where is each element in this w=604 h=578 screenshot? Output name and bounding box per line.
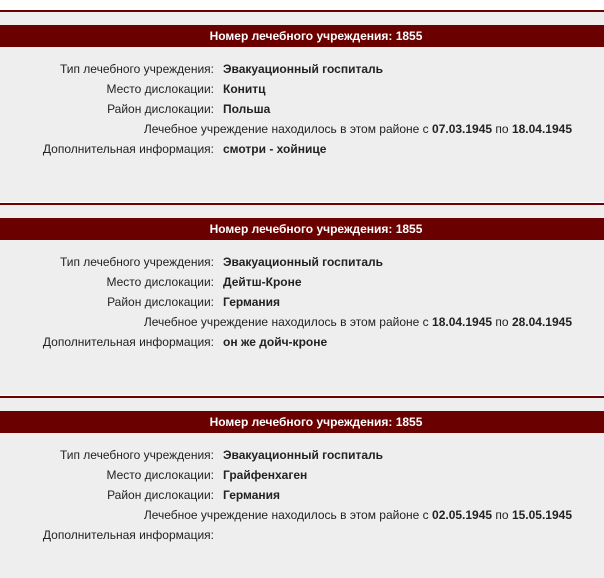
period-mid: по xyxy=(495,508,509,522)
type-label: Тип лечебного учреждения: xyxy=(59,62,214,76)
hospital-card-1 xyxy=(0,10,604,202)
hospital-card-3 xyxy=(0,396,604,578)
period-mid: по xyxy=(495,122,509,136)
place-row xyxy=(0,465,604,485)
region-label: Район дислокации: xyxy=(107,295,214,309)
period-to: 15.05.1945 xyxy=(511,508,572,522)
info-value: смотри - хойнице xyxy=(223,142,327,156)
period-from: 18.04.1945 xyxy=(432,315,493,329)
card-header: Номер лечебного учреждения: 1855 xyxy=(0,218,604,240)
period-to: 18.04.1945 xyxy=(511,122,572,136)
period-text xyxy=(144,119,572,139)
period-to: 28.04.1945 xyxy=(511,315,572,329)
info-label: Дополнительная информация: xyxy=(42,335,214,349)
period-from: 02.05.1945 xyxy=(432,508,493,522)
region-value: Польша xyxy=(223,102,271,116)
period-prefix: Лечебное учреждение находилось в этом районе с xyxy=(143,122,429,136)
type-row xyxy=(0,59,604,79)
period-prefix: Лечебное учреждение находилось в этом районе с xyxy=(143,315,429,329)
region-value: Германия xyxy=(223,295,281,309)
place-value: Грайфенхаген xyxy=(223,468,308,482)
period-text xyxy=(144,505,572,525)
card-header: Номер лечебного учреждения: 1855 xyxy=(0,411,604,433)
period-from: 07.03.1945 xyxy=(432,122,493,136)
info-label: Дополнительная информация: xyxy=(42,142,214,156)
info-row xyxy=(0,139,604,159)
card-body xyxy=(0,433,604,545)
card-header: Номер лечебного учреждения: 1855 xyxy=(0,25,604,47)
place-value: Дейтш-Кроне xyxy=(223,275,302,289)
period-mid: по xyxy=(495,315,509,329)
type-value: Эвакуационный госпиталь xyxy=(223,62,384,76)
card-body xyxy=(0,240,604,352)
place-label: Место дислокации: xyxy=(106,468,214,482)
type-row xyxy=(0,252,604,272)
hospital-card-2 xyxy=(0,203,604,395)
type-row xyxy=(0,445,604,465)
region-row xyxy=(0,485,604,505)
place-label: Место дислокации: xyxy=(106,82,214,96)
period-row xyxy=(0,505,604,525)
place-row xyxy=(0,79,604,99)
type-label: Тип лечебного учреждения: xyxy=(59,448,214,462)
card-body xyxy=(0,47,604,159)
info-value: он же дойч-кроне xyxy=(223,335,328,349)
place-value: Конитц xyxy=(223,82,266,96)
region-row xyxy=(0,292,604,312)
info-label: Дополнительная информация: xyxy=(42,528,214,542)
type-value: Эвакуационный госпиталь xyxy=(223,255,384,269)
region-label: Район дислокации: xyxy=(107,488,214,502)
place-row xyxy=(0,272,604,292)
period-text xyxy=(144,312,572,332)
info-row xyxy=(0,332,604,352)
info-row xyxy=(0,525,604,545)
region-value: Германия xyxy=(223,488,281,502)
region-label: Район дислокации: xyxy=(107,102,214,116)
period-row xyxy=(0,119,604,139)
region-row xyxy=(0,99,604,119)
period-prefix: Лечебное учреждение находилось в этом районе с xyxy=(143,508,429,522)
place-label: Место дислокации: xyxy=(106,275,214,289)
type-value: Эвакуационный госпиталь xyxy=(223,448,384,462)
type-label: Тип лечебного учреждения: xyxy=(59,255,214,269)
period-row xyxy=(0,312,604,332)
